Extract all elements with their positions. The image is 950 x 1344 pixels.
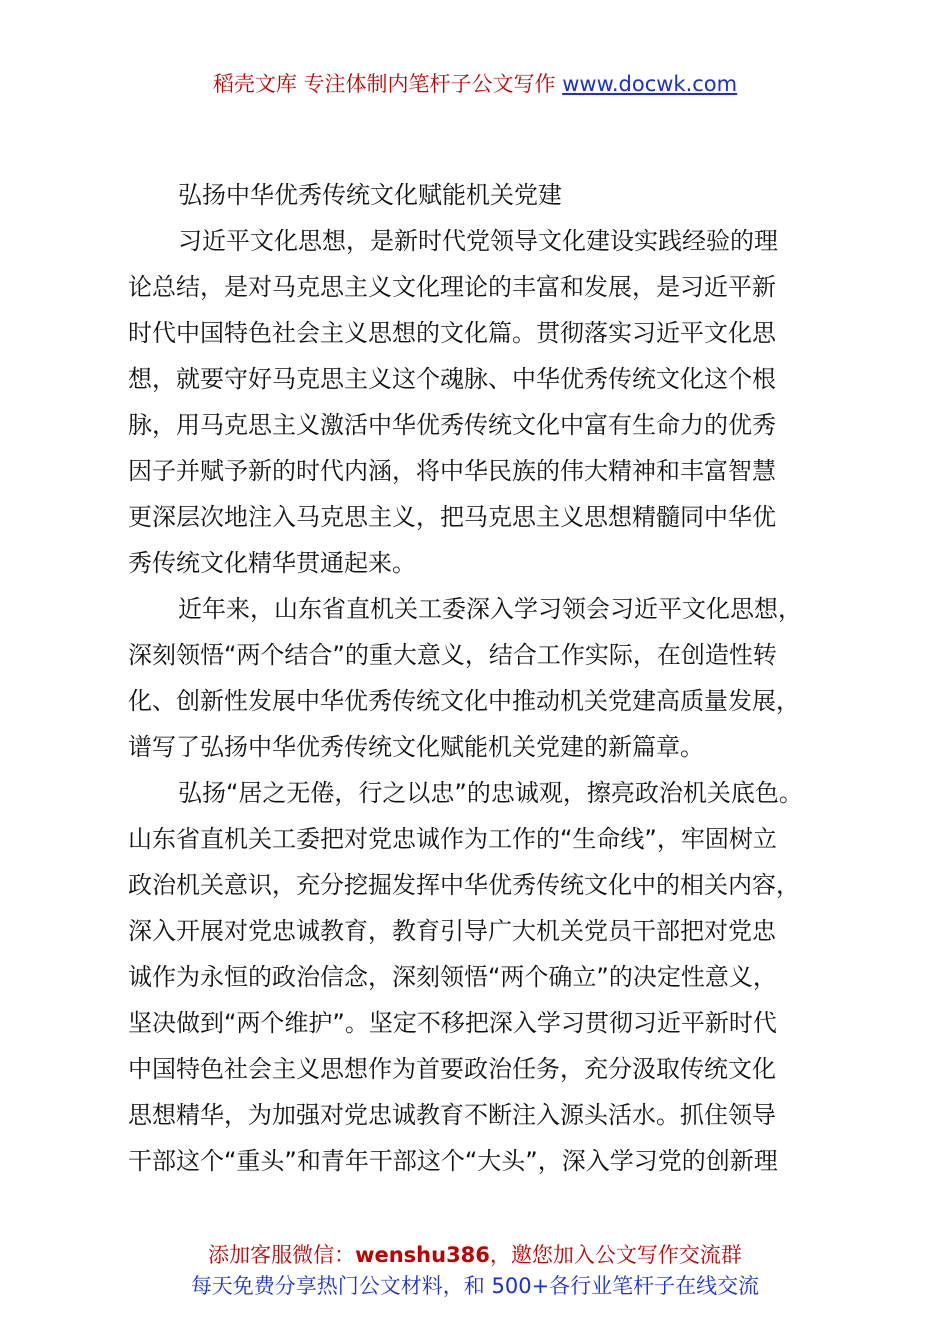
text-line: 更深层次地注入马克思主义，把马克思主义思想精髓同中华优 [128, 503, 776, 531]
text-line: 习近平文化思想，是新时代党领导文化建设实践经验的理 [178, 227, 778, 255]
text-line: 谱写了弘扬中华优秀传统文化赋能机关党建的新篇章。 [128, 733, 704, 761]
footer-suffix: ，邀您加入公文写作交流群 [489, 1243, 742, 1267]
text-line: 深入开展对党忠诚教育，教育引导广大机关党员干部把对党忠 [128, 917, 776, 945]
text-line: 近年来，山东省直机关工委深入学习领会习近平文化思想， [178, 595, 802, 623]
text-line: 脉，用马克思主义激活中华优秀传统文化中富有生命力的优秀 [128, 411, 776, 439]
footer-prefix: 添加客服微信： [208, 1243, 356, 1267]
document-title: 弘扬中华优秀传统文化赋能机关党建 [178, 181, 562, 209]
text-line: 深刻领悟“两个结合”的重大意义，结合工作实际，在创造性转 [128, 641, 777, 669]
text-line: 诚作为永恒的政治信念，深刻领悟“两个确立”的决定性意义， [128, 963, 777, 991]
footer-line-1 [0, 1240, 950, 1271]
text-line: 时代中国特色社会主义思想的文化篇。贯彻落实习近平文化思 [128, 319, 776, 347]
text-line: 论总结，是对马克思主义文化理论的丰富和发展，是习近平新 [128, 273, 776, 301]
text-line: 秀传统文化精华贯通起来。 [128, 549, 416, 577]
footer-line-2: 每天免费分享热门公文材料，和 500+各行业笔杆子在线交流 [190, 1274, 760, 1298]
text-line: 山东省直机关工委把对党忠诚作为工作的“生命线”，牢固树立 [128, 825, 777, 853]
header-brand: 稻壳文库 专注体制内笔杆子公文写作 [212, 72, 556, 96]
text-line: 化、创新性发展中华优秀传统文化中推动机关党建高质量发展， [128, 687, 800, 715]
text-line: 弘扬“居之无倦，行之以忠”的忠诚观，擦亮政治机关底色。 [178, 779, 803, 807]
page-header [0, 68, 950, 100]
document-body [128, 172, 842, 1184]
wechat-id: wenshu386 [355, 1243, 490, 1267]
text-line: 想，就要守好马克思主义这个魂脉、中华优秀传统文化这个根 [128, 365, 776, 393]
text-line: 中国特色社会主义思想作为首要政治任务，充分汲取传统文化 [128, 1055, 776, 1083]
text-line: 坚决做到“两个维护”。坚定不移把深入学习贯彻习近平新时代 [128, 1009, 777, 1037]
text-line: 干部这个“重头”和青年干部这个“大头”，深入学习党的创新理 [128, 1147, 778, 1175]
page-footer [0, 1240, 950, 1302]
text-line: 政治机关意识，充分挖掘发挥中华优秀传统文化中的相关内容， [128, 871, 800, 899]
text-line: 思想精华，为加强对党忠诚教育不断注入源头活水。抓住领导 [128, 1101, 776, 1129]
text-line: 因子并赋予新的时代内涵，将中华民族的伟大精神和丰富智慧 [128, 457, 776, 485]
header-url-link[interactable]: www.docwk.com [562, 72, 738, 96]
